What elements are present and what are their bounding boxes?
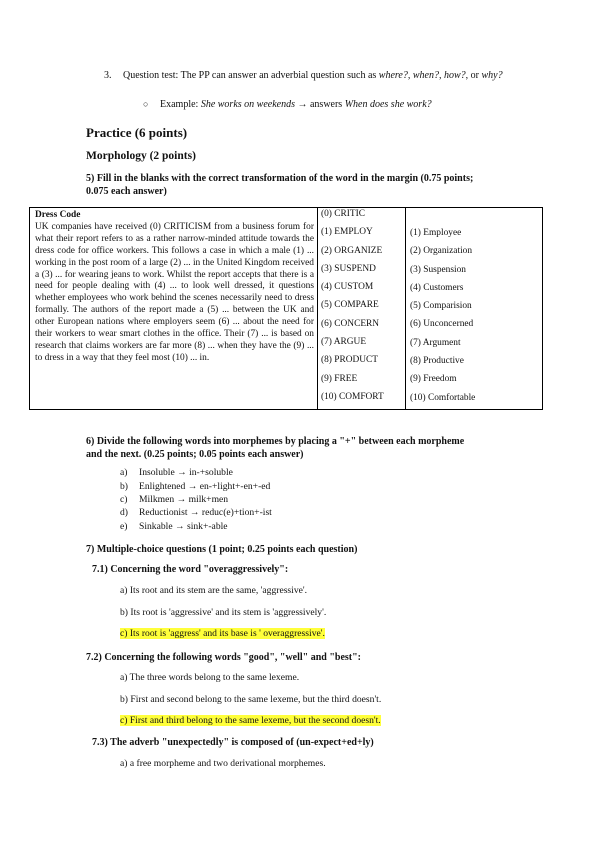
q5-heading-line2: 0.075 each answer)	[86, 186, 167, 197]
q71-option-a: a) Its root and its stem are the same, 'aggressive'.	[120, 585, 308, 596]
q5-table	[29, 207, 543, 410]
q6-item-a: Insoluble → in-+soluble	[139, 467, 233, 478]
q71-option-b: b) Its root is 'aggressive' and its stem is 'aggressively'.	[120, 607, 327, 618]
margin-word: (10) COMFORT	[321, 391, 384, 402]
q6-letter-e: e)	[120, 521, 128, 532]
answer-item: (2) Organization	[410, 246, 473, 257]
margin-word: (0) CRITIC	[321, 209, 366, 219]
answer-item: (4) Customers	[410, 282, 464, 293]
margin-word: (7) ARGUE	[321, 337, 367, 348]
margin-words-column	[321, 209, 384, 410]
example-arrow: → answers	[294, 99, 345, 110]
q72-option-c-highlighted: c) First and third belong to the same lexeme, but the second doesn't.	[120, 715, 381, 726]
question-test-line	[123, 70, 503, 81]
answer-item: (9) Freedom	[410, 374, 457, 385]
morphology-heading: Morphology (2 points)	[86, 150, 196, 162]
passage-text: UK companies have received (0) CRITICISM from a business forum for what their report refers to as a rather narrow-minded attitude towards the dress code for office workers. This follows a case in which a male (1) ... working in the post room of a large (2) ... in the United Kingdom received a (3) ... for wearing jeans to work. Whilst the report accepts that there is a need for people dealing with (4) ... to look well dressed, it questions whether employees who work behind the scenes necessarily need to dress formally. The authors of the report made a (5) ... between the UK and other European nations where employers seem (6) ... about the need for their workers to wear smart clothes in the office. Their (7) ... is based on research that claims workers are far more (8) ... when they have the (9) ... to dress in a way that they feel most (10) ... in.	[35, 221, 314, 363]
q6-letter-c: c)	[120, 494, 128, 505]
answer-item: (6) Unconcerned	[410, 319, 474, 330]
example-line	[160, 99, 432, 110]
question-test-or: , or	[465, 70, 482, 81]
table-divider-2	[405, 208, 406, 409]
q73-option-a: a) a free morpheme and two derivational morphemes.	[120, 758, 326, 769]
q6-letter-b: b)	[120, 481, 128, 492]
q71-option-c-highlighted: c) Its root is 'aggress' and its base is ' overaggressive'.	[120, 628, 325, 639]
margin-word: (5) COMPARE	[321, 300, 379, 311]
answer-item: (1) Employee	[410, 228, 462, 238]
q72-option-b: b) First and second belong to the same lexeme, but the third doesn't.	[120, 694, 382, 705]
q6-letter-d: d)	[120, 507, 128, 518]
margin-word: (8) PRODUCT	[321, 355, 379, 366]
question-test-why: why?	[481, 70, 503, 81]
margin-word: (9) FREE	[321, 373, 358, 384]
example-bullet: ○	[143, 99, 149, 109]
passage-title: Dress Code	[35, 210, 81, 220]
q7-heading: 7) Multiple-choice questions (1 point; 0.25 points each question)	[86, 544, 358, 555]
q71-heading: 7.1) Concerning the word "overaggressively":	[92, 564, 289, 575]
margin-word: (1) EMPLOY	[321, 227, 373, 238]
q72-option-a: a) The three words belong to the same lexeme.	[120, 672, 300, 683]
margin-word: (2) ORGANIZE	[321, 245, 383, 256]
table-divider-1	[317, 208, 318, 409]
answer-item: (3) Suspension	[410, 264, 466, 275]
q6-item-d: Reductionist → reduc(e)+tion+-ist	[139, 507, 272, 518]
margin-word: (3) SUSPEND	[321, 263, 376, 274]
example-sentence: She works on weekends	[200, 99, 295, 110]
question-test-text: Question test: The PP can answer an adverbial question such as	[123, 70, 379, 81]
q6-heading-line2: and the next. (0.25 points; 0.05 points each answer)	[86, 449, 304, 460]
q6-letter-a: a)	[120, 467, 128, 478]
answer-item: (8) Productive	[410, 356, 464, 367]
practice-heading: Practice (6 points)	[86, 125, 188, 140]
q72-heading: 7.2) Concerning the following words "good", "well" and "best":	[86, 652, 361, 663]
q5-heading-line1: 5) Fill in the blanks with the correct transformation of the word in the margin (0.75 points;	[86, 173, 474, 184]
answers-column	[410, 228, 475, 411]
margin-word: (6) CONCERN	[321, 318, 380, 329]
example-label: Example:	[160, 99, 201, 110]
q73-heading: 7.3) The adverb "unexpectedly" is composed of (un-expect+ed+ly)	[92, 737, 374, 748]
margin-word: (4) CUSTOM	[321, 282, 374, 293]
answer-item: (7) Argument	[410, 337, 461, 348]
q6-item-c: Milkmen → milk+men	[139, 494, 229, 505]
q6-item-b: Enlightened → en-+light+-en+-ed	[139, 481, 271, 492]
example-question: When does she work?	[344, 99, 432, 110]
answer-item: (10) Comfortable	[410, 392, 476, 403]
passage-cell	[35, 210, 314, 365]
question-test-number: 3.	[104, 70, 112, 81]
answer-item: (5) Comparision	[410, 301, 472, 312]
q6-heading-line1: 6) Divide the following words into morphemes by placing a "+" between each morpheme	[86, 436, 465, 447]
question-test-words: where?, when?, how?	[378, 70, 466, 81]
q6-item-e: Sinkable → sink+-able	[139, 521, 228, 532]
